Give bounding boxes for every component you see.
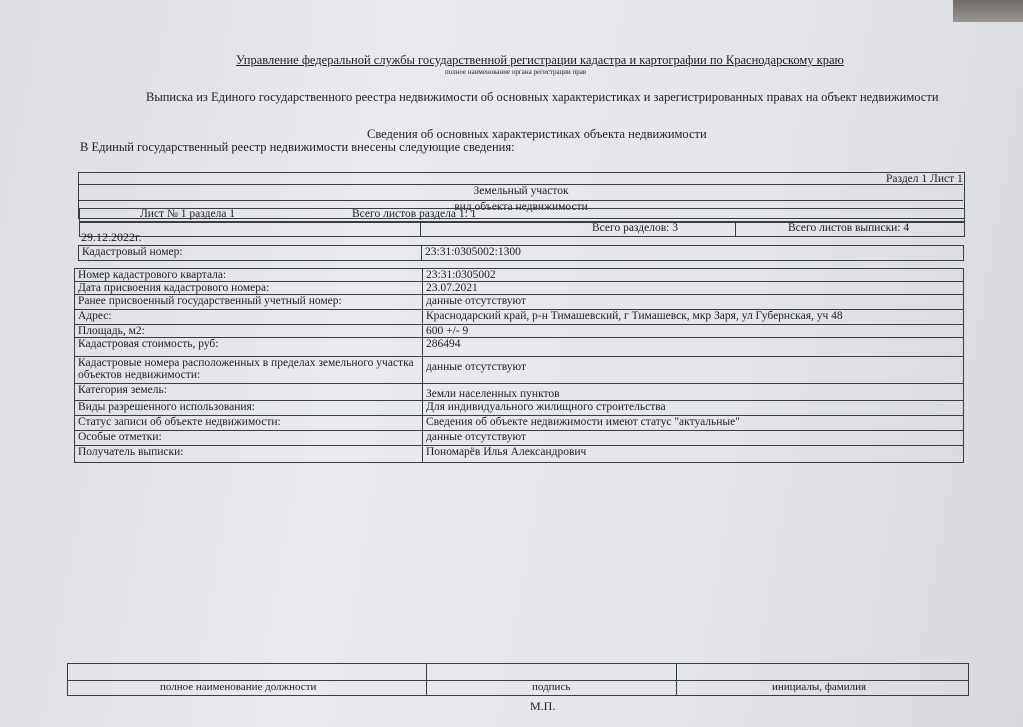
table-row	[75, 310, 964, 325]
cadastral-table	[78, 245, 964, 261]
table-row	[75, 416, 964, 431]
signature-block	[67, 663, 969, 696]
totals-row	[79, 221, 965, 237]
field-value: 286494	[423, 338, 964, 357]
field-value: Пономарёв Илья Александрович	[423, 446, 964, 463]
sheets-in-section: Всего листов раздела 1: 1	[352, 208, 477, 220]
field-label: Дата присвоения кадастрового номера:	[75, 282, 423, 295]
table-row	[75, 357, 964, 384]
field-label: Особые отметки:	[75, 431, 423, 446]
field-value: Сведения об объекте недвижимости имеют статус "актуальные"	[423, 416, 964, 431]
field-label: Категория земель:	[75, 384, 423, 401]
field-label: Кадастровая стоимость, руб:	[75, 338, 423, 357]
field-value: данные отсутствуют	[423, 431, 964, 446]
field-label: Номер кадастрового квартала:	[75, 269, 423, 282]
sheet-number: Лист № 1 раздела 1	[140, 208, 236, 220]
field-value: Краснодарский край, р-н Тимашевский, г Тимашевск, мкр Заря, ул Губернская, уч 48	[423, 310, 964, 325]
table-row	[75, 282, 964, 295]
field-value: 600 +/- 9	[423, 325, 964, 338]
table-row	[79, 246, 964, 261]
extract-title: Выписка из Единого государственного реестра недвижимости об основных характеристиках и зарегистрированных правах на объект недвижимости	[146, 90, 939, 104]
extract-date: 29.12.2022г.	[81, 230, 142, 244]
table-row	[75, 431, 964, 446]
signature-label: подпись	[532, 681, 571, 693]
agency-name: Управление федеральной службы государственной регистрации кадастра и картографии по Краснодарскому краю	[236, 53, 844, 67]
field-label: Получатель выписки:	[75, 446, 423, 463]
position-label: полное наименование должности	[160, 681, 317, 693]
property-table	[74, 268, 964, 463]
table-row	[75, 338, 964, 357]
table-row	[75, 295, 964, 310]
background-corner	[953, 0, 1023, 22]
field-label: Статус записи об объекте недвижимости:	[75, 416, 423, 431]
total-sections: Всего разделов: 3	[592, 222, 678, 234]
table-row	[75, 401, 964, 416]
table-row	[75, 384, 964, 401]
intro-text: В Единый государственный реестр недвижимости внесены следующие сведения:	[80, 140, 515, 154]
field-value: Земли населенных пунктов	[423, 384, 964, 401]
field-label: Площадь, м2:	[75, 325, 423, 338]
table-row	[75, 269, 964, 282]
field-value: данные отсутствуют	[423, 295, 964, 310]
field-label: Виды разрешенного использования:	[75, 401, 423, 416]
section-sheet-label: Раздел 1 Лист 1	[886, 173, 963, 185]
object-type: Земельный участок	[473, 185, 569, 197]
cadastral-value: 23:31:0305002:1300	[422, 246, 964, 261]
agency-caption: полное наименование органа регистрации прав	[445, 68, 587, 76]
table-row	[75, 446, 964, 463]
field-label: Ранее присвоенный государственный учетный номер:	[75, 295, 423, 310]
info-title: Сведения об основных характеристиках объекта недвижимости	[367, 127, 707, 141]
field-label: Адрес:	[75, 310, 423, 325]
field-value: Для индивидуального жилищного строительства	[423, 401, 964, 416]
field-label: Кадастровые номера расположенных в пределах земельного участка объектов недвижимости:	[75, 357, 423, 384]
stamp-place: М.П.	[530, 699, 556, 713]
field-value: 23.07.2021	[423, 282, 964, 295]
field-value: 23:31:0305002	[423, 269, 964, 282]
name-label: инициалы, фамилия	[772, 681, 867, 693]
cadastral-label: Кадастровый номер:	[79, 246, 422, 261]
object-type-caption: вид объекта недвижимости	[79, 200, 963, 213]
total-sheets: Всего листов выписки: 4	[788, 222, 910, 234]
table-row	[75, 325, 964, 338]
field-value: данные отсутствуют	[423, 357, 964, 384]
